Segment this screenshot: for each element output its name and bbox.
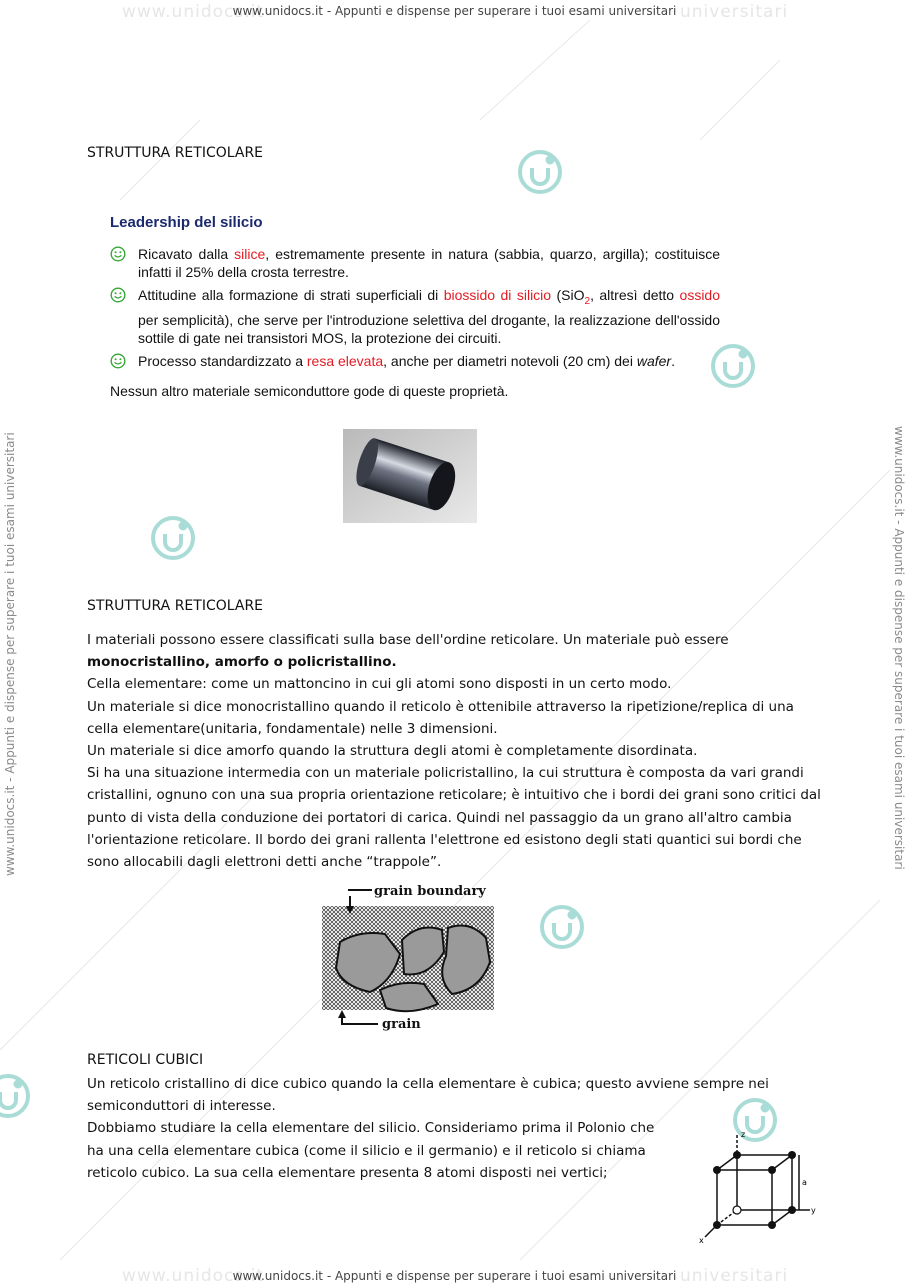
paragraph: reticolo cubico. La sua cella elementare presenta 8 atomi disposti nei vertici; (87, 1164, 608, 1181)
smiley-icon (110, 287, 126, 303)
grain-boundary-figure (320, 882, 500, 1037)
watermark-ghost-left-bottom: www.unidocs.it (122, 1266, 265, 1286)
slide-leadership-silicio (110, 214, 720, 399)
slide-footer: Nessun altro materiale semiconduttore gode di queste proprietà. (110, 382, 509, 399)
cubic-cell-figure (695, 1125, 825, 1245)
grain-diagram (320, 882, 500, 1037)
paragraph: Un materiale si dice amorfo quando la struttura degli atomi è completamente disordinata. (87, 743, 698, 760)
paragraph: ha una cella elementare cubica (come il silicio e il germanio) e il reticolo si chiama (87, 1142, 646, 1159)
watermark-ghost-right-bottom: universitari (680, 1266, 789, 1286)
paragraph: I materiali possono essere classificati sulla base dell'ordine reticolare. Un materiale può essere monocristallino, amorfo o policristallino. (87, 632, 729, 671)
section-heading-reticoli-cubici: RETICOLI CUBICI (87, 1052, 204, 1068)
smiley-icon (110, 353, 126, 369)
smiley-icon (110, 246, 126, 262)
dimension-a-label: a (802, 1178, 807, 1187)
watermark-ghost-right: universitari (680, 2, 789, 22)
section-heading-struttura-1: STRUTTURA RETICOLARE (87, 145, 264, 161)
paragraph: Si ha una situazione intermedia con un materiale policristallino, la cui struttura è composta da vari grandi cristallini, ognuno con una sua propria orientazione reticolare; è intuitivo che i bordi dei grani sono critici dal punto di vista della conduzione dei portatori di carica. Quindi nel passaggio da un grano all'altro cambia l'orientazione reticolare. Il bordo dei grani rallenta l'elettrone ed esistono degli stati quantici sui bordi che sono allocabili dagli elettroni detti anche “trappole”. (87, 765, 821, 871)
paragraph: Un materiale si dice monocristallino quando il reticolo è ottenibile attraverso la ripetizione/replica di una cella elementare(unitaria, fondamentale) nelle 3 dimensioni. (87, 698, 794, 737)
axis-z-label: z (741, 1130, 746, 1139)
section-heading-struttura-2: STRUTTURA RETICOLARE (87, 598, 264, 614)
label-grain-boundary: grain boundary (374, 884, 486, 899)
section2-body (87, 629, 822, 873)
slide-bullet-1: Ricavato dalla silice, estremamente presente in natura (sabbia, quarzo, argilla); costituisce infatti il 25% della crosta terrestre. (110, 245, 720, 281)
silicon-ingot-image (343, 429, 477, 523)
slide-title: Leadership del silicio (110, 214, 263, 231)
watermark-ghost-left: www.unidocs.it (122, 2, 265, 22)
paragraph: Dobbiamo studiare la cella elementare del silicio. Consideriamo prima il Polonio che (87, 1120, 655, 1137)
paragraph: Cella elementare: come un mattoncino in cui gli atomi sono disposti in un certo modo. (87, 676, 672, 693)
slide-bullet-3: Processo standardizzato a resa elevata, anche per diametri notevoli (20 cm) dei wafer. (110, 352, 720, 370)
watermark-side-right: www.unidocs.it - Appunti e dispense per superare i tuoi esami universitari (892, 426, 906, 870)
axis-y-label: y (811, 1206, 816, 1215)
slide-bullet-2: Attitudine alla formazione di strati superficiali di biossido di silicio (SiO$_2$, altresì detto ossido per semplicità), che serve per l'introduzione selettiva del drogante, la realizzazione dell'ossido sottile di gate nei transistori MOS, la protezione dei circuiti. (110, 286, 720, 347)
watermark-bottom: www.unidocs.it - Appunti e dispense per superare i tuoi esami universitari (232, 1269, 677, 1283)
axis-x-label: x (699, 1236, 704, 1245)
label-grain: grain (382, 1017, 421, 1032)
watermark-side-left: www.unidocs.it - Appunti e dispense per superare i tuoi esami universitari (3, 432, 17, 876)
paragraph: Un reticolo cristallino di dice cubico quando la cella elementare è cubica; questo avviene sempre nei semiconduttori di interesse. (87, 1076, 769, 1115)
watermark-top: www.unidocs.it - Appunti e dispense per superare i tuoi esami universitari (232, 4, 677, 18)
